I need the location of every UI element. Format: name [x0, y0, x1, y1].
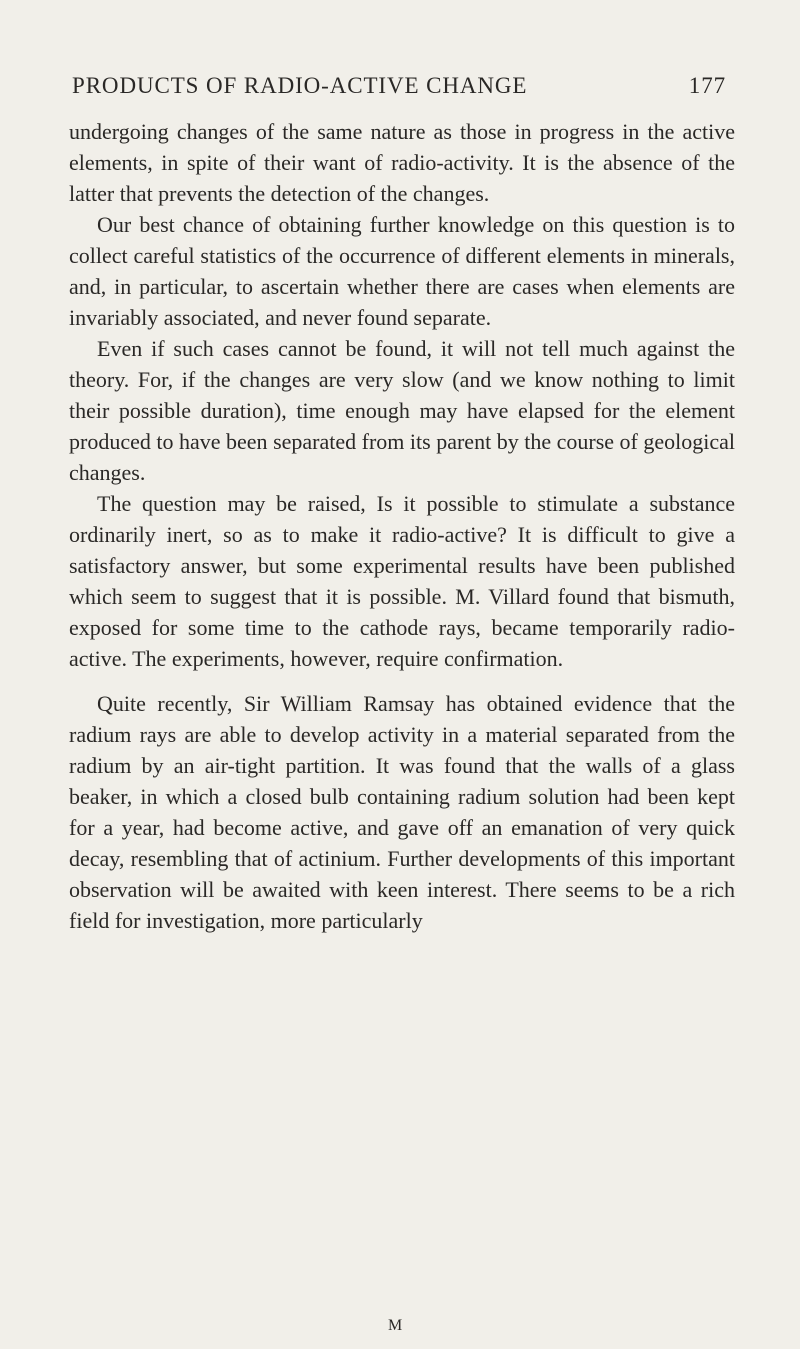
paragraph-stimulate-substance: The question may be raised, Is it possible to stimulate a substance ordinarily inert, so as to make it radio-active? It is difficult to give a satisfactory answer, but some experimental results have been published which seem to suggest that it is possible. M. Villard found that bismuth, exposed for some time to the cathode rays, became temporarily radio-active. The experiments, however, require confirmation.	[69, 491, 735, 671]
paragraph-geological-changes: Even if such cases cannot be found, it will not tell much against the theory. For, if the changes are very slow (and we know nothing to limit their possible duration), time enough may have elapsed for the element produced to have been separated from its parent by the course of geological changes.	[69, 336, 735, 485]
running-title: PRODUCTS OF RADIO-ACTIVE CHANGE	[72, 73, 528, 98]
page-number: 177	[688, 73, 726, 98]
paragraph-continuation: undergoing changes of the same nature as those in progress in the active elements, in spite of their want of radio-activity. It is the absence of the latter that prevents the detection of the changes.	[69, 119, 735, 206]
paragraph-statistics: Our best chance of obtaining further knowledge on this question is to collect careful statistics of the occurrence of different elements in minerals, and, in particular, to ascertain whether there are cases when elements are invariably associated, and never found separate.	[69, 212, 735, 330]
body-text	[69, 116, 735, 936]
running-head	[72, 73, 726, 105]
paragraph-ramsay-evidence: Quite recently, Sir William Ramsay has obtained evidence that the radium rays are able to develop activity in a material separated from the radium by an air-tight partition. It was found that the walls of a glass beaker, in which a closed bulb containing radium solution had been kept for a year, had become active, and gave off an emanation of very quick decay, resembling that of actinium. Further developments of this important observation will be awaited with keen interest. There seems to be a rich field for investigation, more particularly	[69, 691, 735, 933]
signature-mark: M	[388, 1317, 404, 1334]
